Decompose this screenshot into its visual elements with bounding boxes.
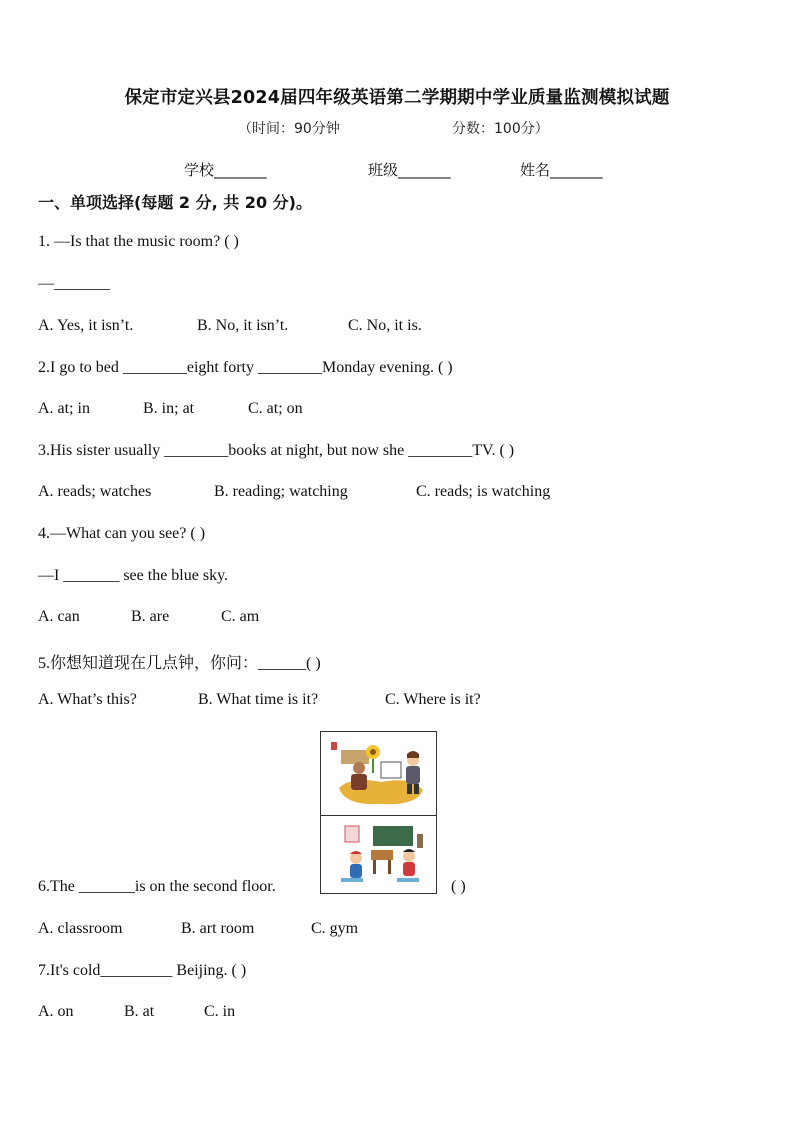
question-4-answer-line: —I _______ see the blue sky. xyxy=(38,567,229,584)
exam-time: （时间：90分钟 xyxy=(238,121,340,137)
q3-option-b: B. reading; watching xyxy=(214,483,348,500)
q3-option-c: C. reads; is watching xyxy=(416,483,551,500)
name-field: 姓名_______ xyxy=(520,161,603,179)
q7-option-c: C. in xyxy=(204,1003,236,1020)
q1-option-c: C. No, it is. xyxy=(348,317,422,334)
section-title: 一、单项选择(每题 2 分, 共 20 分)。 xyxy=(38,193,312,212)
classroom-illustration xyxy=(321,816,436,893)
q5-option-c: C. Where is it? xyxy=(385,691,481,708)
q2-option-b: B. in; at xyxy=(143,400,195,417)
q4-option-b: B. are xyxy=(131,608,170,625)
question-7: 7.It's cold_________ Beijing. ( ) xyxy=(38,962,247,979)
question-5: 5.你想知道现在几点钟，你问：______( ) xyxy=(38,655,321,672)
q7-option-a: A. on xyxy=(38,1003,74,1020)
page-title: 保定市定兴县2024届四年级英语第二学期期中学业质量监测模拟试题 xyxy=(124,88,670,108)
school-field: 学校_______ xyxy=(184,161,267,179)
q3-option-a: A. reads; watches xyxy=(38,483,152,500)
art-room-illustration xyxy=(321,732,436,815)
classroom-picture xyxy=(320,815,437,894)
q2-option-c: C. at; on xyxy=(248,400,303,417)
q2-option-a: A. at; in xyxy=(38,400,90,417)
q5-option-b: B. What time is it? xyxy=(198,691,319,708)
q6-option-c: C. gym xyxy=(311,920,359,937)
q7-option-b: B. at xyxy=(124,1003,155,1020)
q5-option-a: A. What’s this? xyxy=(38,691,137,708)
q1-option-b: B. No, it isn’t. xyxy=(197,317,289,334)
question-6-paren: ( ) xyxy=(451,878,466,895)
question-1-answer-line: —_______ xyxy=(38,275,110,292)
question-3: 3.His sister usually ________books at night, but now she ________TV. ( ) xyxy=(38,442,515,459)
q4-option-a: A. can xyxy=(38,608,80,625)
q6-option-a: A. classroom xyxy=(38,920,123,937)
q4-option-c: C. am xyxy=(221,608,260,625)
q6-option-b: B. art room xyxy=(181,920,255,937)
exam-score: 分数：100分） xyxy=(452,121,549,137)
q1-option-a: A. Yes, it isn’t. xyxy=(38,317,134,334)
question-1: 1. —Is that the music room? ( ) xyxy=(38,233,239,250)
class-field: 班级_______ xyxy=(368,161,451,179)
question-6: 6.The _______is on the second floor. xyxy=(38,878,276,895)
question-2: 2.I go to bed ________eight forty ________Monday evening. ( ) xyxy=(38,359,453,376)
question-4: 4.—What can you see? ( ) xyxy=(38,525,206,542)
art-room-picture xyxy=(320,731,437,816)
